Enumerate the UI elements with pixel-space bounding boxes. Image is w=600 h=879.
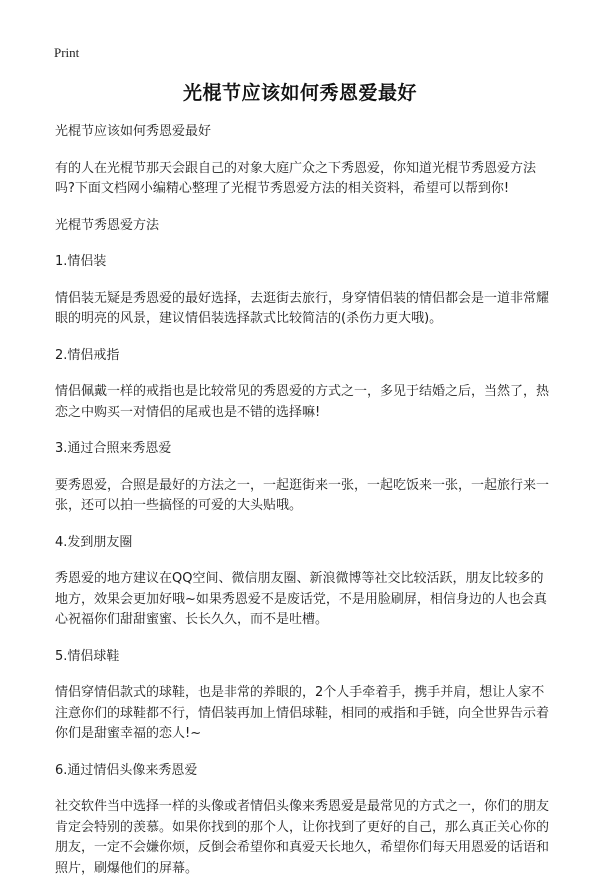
document-body bbox=[55, 122, 550, 879]
item-text: 社交软件当中选择一样的头像或者情侣头像来秀恩爱是最常见的方式之一，你们的朋友肯定会特别的羡慕。如果你找到的那个人，让你找到了更好的自己，那么真正关心你的朋友，一定不会嫌你烦，反倒会希望你和真爱天长地久，希望你们每天用恩爱的话语和照片，刷爆他们的屏幕。 bbox=[55, 799, 550, 876]
item-heading: 5.情侣球鞋 bbox=[55, 648, 120, 664]
item-text: 要秀恩爱，合照是最好的方法之一，一起逛街来一张，一起吃饭来一张，一起旅行来一张，还可以拍一些搞怪的可爱的大头贴哦。 bbox=[55, 477, 550, 513]
item-heading: 1.情侣装 bbox=[55, 254, 107, 269]
section-heading: 光棍节秀恩爱方法 bbox=[55, 217, 160, 233]
subtitle: 光棍节应该如何秀恩爱最好 bbox=[55, 124, 212, 139]
intro-paragraph: 有的人在光棍节那天会跟自己的对象大庭广众之下秀恩爱，你知道光棍节秀恩爱方法吗?下面文档网小编精心整理了光棍节秀恩爱方法的相关资料，希望可以帮到你! bbox=[55, 160, 537, 196]
item-text: 情侣装无疑是秀恩爱的最好选择，去逛街去旅行，身穿情侣装的情侣都会是一道非常耀眼的明亮的风景，建议情侣装选择款式比较简洁的(杀伤力更大哦)。 bbox=[55, 290, 550, 326]
item-heading: 6.通过情侣头像来秀恩爱 bbox=[55, 762, 198, 778]
item-heading: 2.情侣戒指 bbox=[55, 347, 120, 363]
item-heading: 3.通过合照来秀恩爱 bbox=[55, 441, 172, 456]
item-heading: 4.发到朋友圈 bbox=[55, 534, 133, 550]
item-text: 情侣穿情侣款式的球鞋，也是非常的养眼的，2个人手牵着手，携手并肩，想让人家不注意你们的球鞋都不行，情侣装再加上情侣球鞋，相同的戒指和手链，向全世界告示着你们是甜蜜幸福的恋人!~ bbox=[55, 685, 550, 741]
print-link[interactable]: Print bbox=[54, 45, 80, 60]
page-title: 光棍节应该如何秀恩爱最好 bbox=[182, 82, 417, 104]
item-text: 秀恩爱的地方建议在QQ空间、微信朋友圈、新浪微博等社交比较活跃，朋友比较多的地方，效果会更加好哦~如果秀恩爱不是废话党，不是用脸刷屏，相信身边的人也会真心祝福你们甜甜蜜蜜、长长久久，而不是吐槽。 bbox=[55, 571, 547, 627]
item-text: 情侣佩戴一样的戒指也是比较常见的秀恩爱的方式之一，多见于结婚之后，当然了，热恋之中购买一对情侣的尾戒也是不错的选择嘛! bbox=[55, 384, 550, 420]
